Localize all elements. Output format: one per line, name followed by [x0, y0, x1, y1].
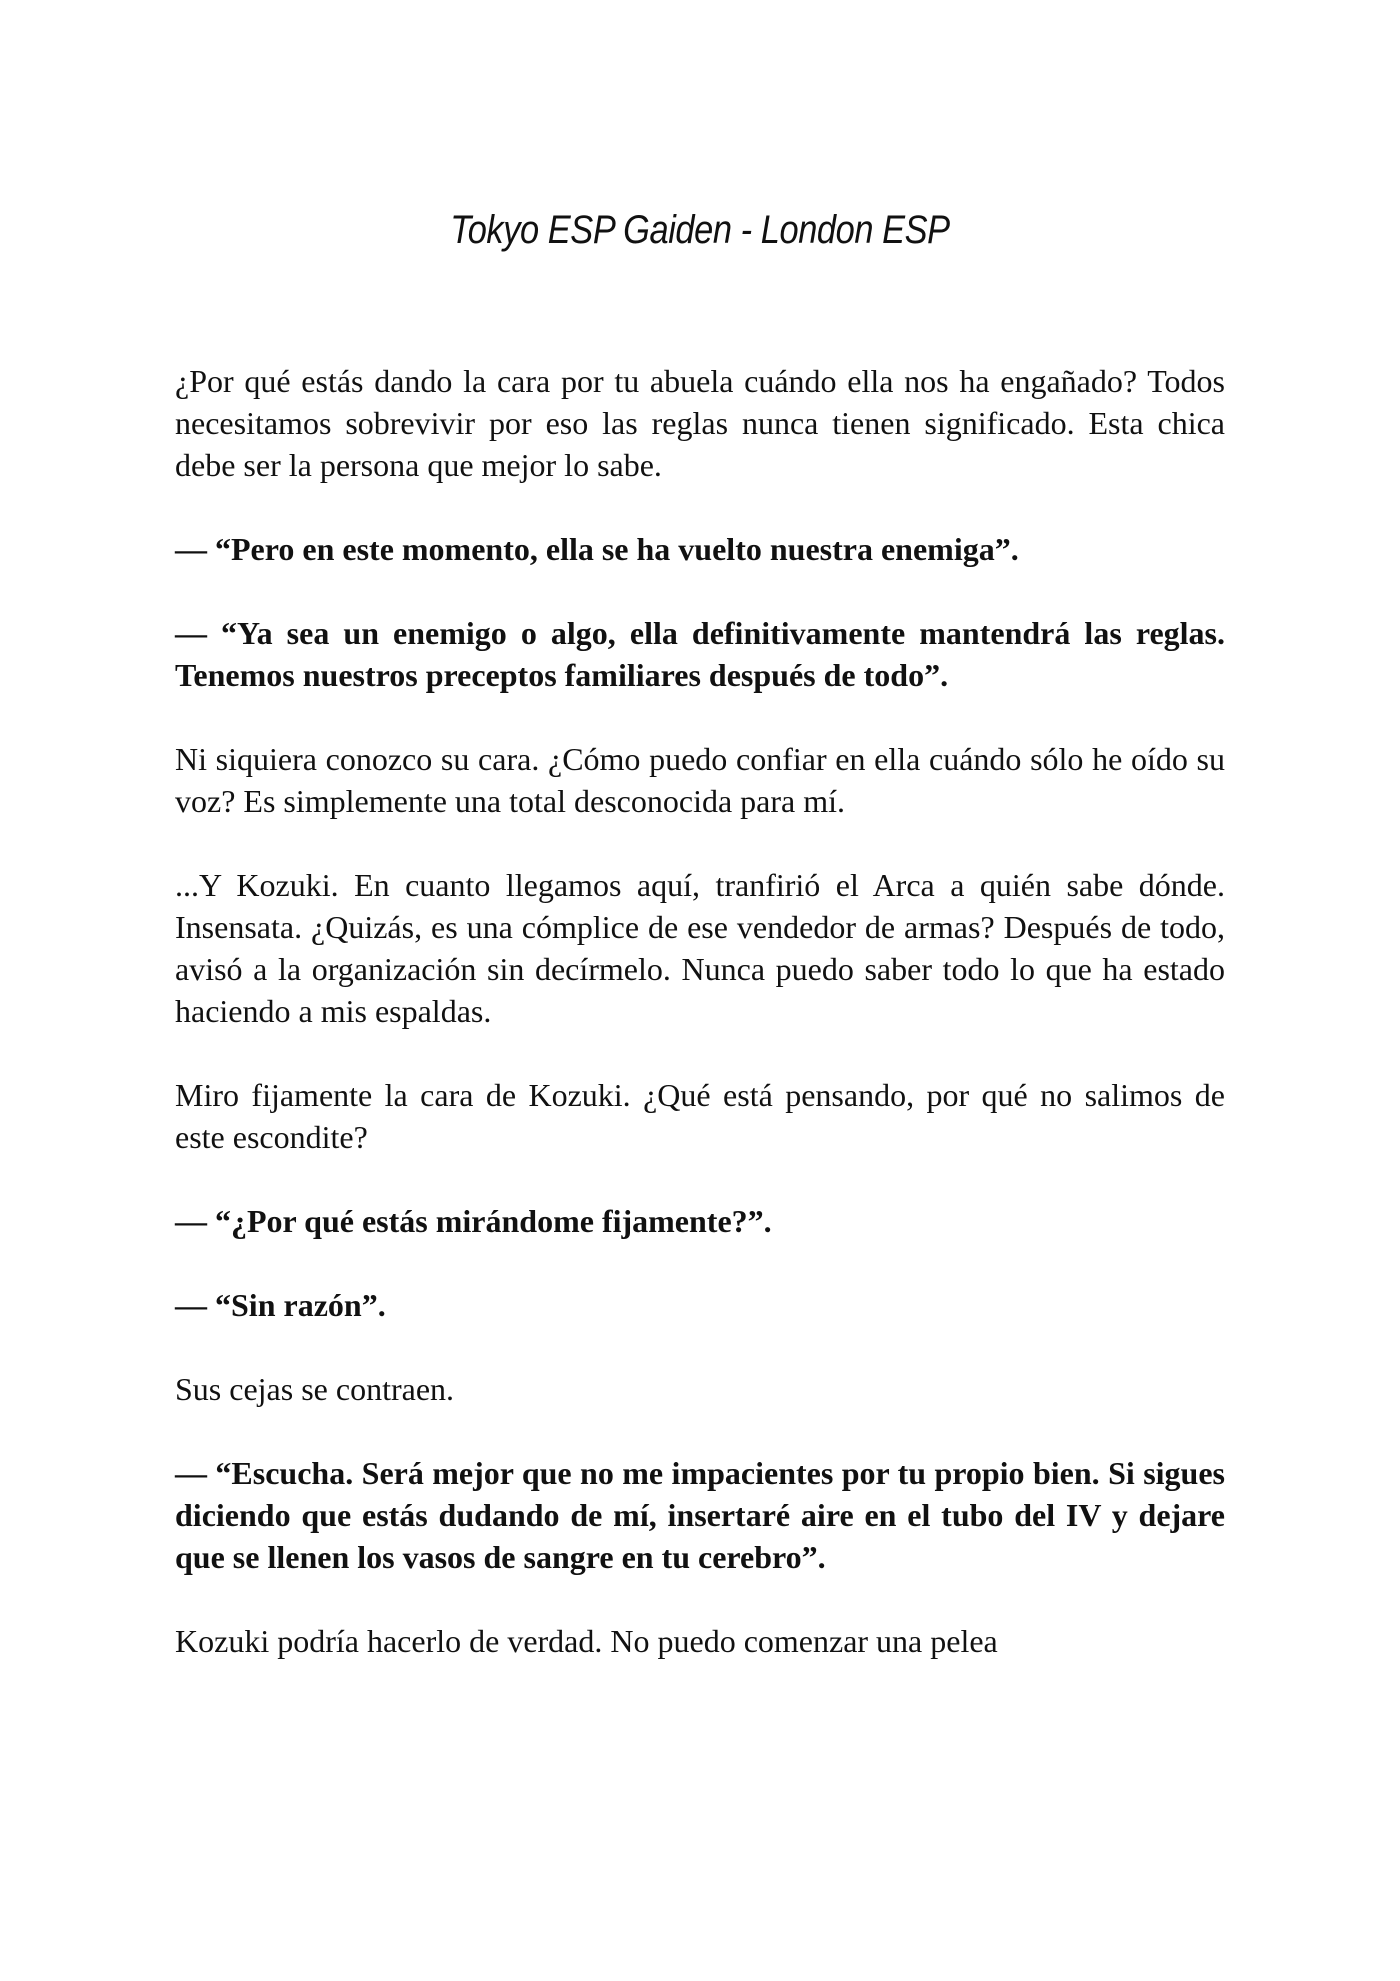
paragraph-1: ¿Por qué estás dando la cara por tu abuela cuándo ella nos ha engañado? Todos necesitamos sobrevivir por eso las reglas nunca tienen significado. Esta chica debe ser la persona que mejor lo sabe. — [175, 363, 1225, 483]
dialogue-1: — “Pero en este momento, ella se ha vuelto nuestra enemiga”. — [175, 531, 1019, 567]
dialogue-3: — “¿Por qué estás mirándome fijamente?”. — [175, 1203, 772, 1239]
dialogue-4: — “Sin razón”. — [175, 1287, 386, 1323]
dialogue-5: — “Escucha. Será mejor que no me impacientes por tu propio bien. Si sigues diciendo que estás dudando de mí, insertaré aire en el tubo del IV y dejare que se llenen los vasos de sangre en tu cerebro”. — [175, 1455, 1225, 1575]
paragraph-2: Ni siquiera conozco su cara. ¿Cómo puedo confiar en ella cuándo sólo he oído su voz? Es simplemente una total desconocida para mí. — [175, 741, 1225, 819]
body-text — [175, 360, 1225, 1662]
dialogue-2: — “Ya sea un enemigo o algo, ella definitivamente mantendrá las reglas. Tenemos nuestros preceptos familiares después de todo”. — [175, 615, 1225, 693]
paragraph-3: ...Y Kozuki. En cuanto llegamos aquí, tranfirió el Arca a quién sabe dónde. Insensata. ¿Quizás, es una cómplice de ese vendedor de armas? Después de todo, avisó a la organización sin decírmelo. Nunca puedo saber todo lo que ha estado haciendo a mis espaldas. — [175, 867, 1225, 1029]
paragraph-4: Miro fijamente la cara de Kozuki. ¿Qué está pensando, por qué no salimos de este escondite? — [175, 1077, 1225, 1155]
paragraph-6: Kozuki podría hacerlo de verdad. No puedo comenzar una pelea — [175, 1623, 998, 1659]
page-title: Tokyo ESP Gaiden - London ESP — [450, 208, 950, 252]
paragraph-5: Sus cejas se contraen. — [175, 1371, 455, 1407]
